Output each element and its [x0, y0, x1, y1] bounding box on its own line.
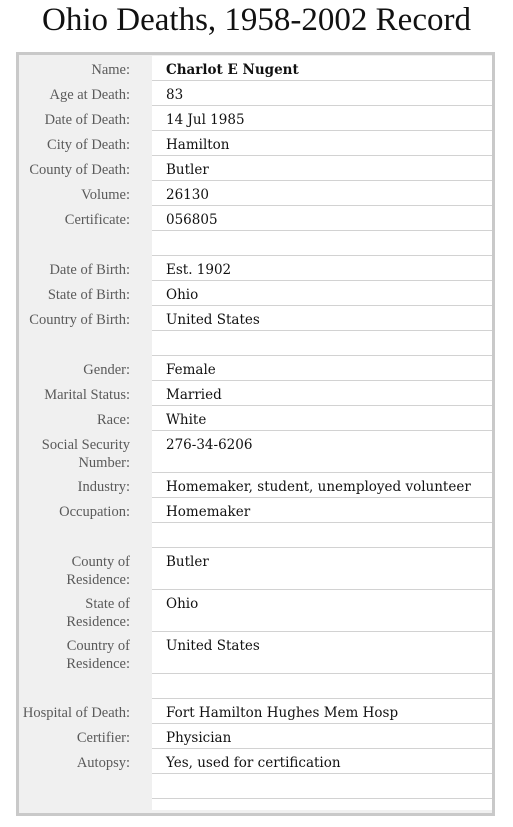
date-of-birth-label: Date of Birth: [49, 262, 130, 278]
certificate-label: Certificate: [64, 212, 130, 228]
age-at-death-label: Age at Death: [49, 87, 130, 103]
row-marital-status [44, 381, 492, 406]
marital-status-value: Married [166, 387, 222, 403]
city-of-death-value: Hamilton [166, 137, 230, 153]
row-county-of-death [29, 156, 492, 181]
county-of-death-value: Butler [166, 162, 209, 178]
county-of-residence-value: Butler [166, 554, 209, 570]
volume-label: Volume: [81, 187, 130, 203]
marital-status-label: Marital Status: [44, 387, 130, 403]
row-country-of-residence [66, 632, 492, 674]
row-state-of-birth [47, 281, 492, 306]
row-certificate [64, 206, 492, 231]
spacer-row [152, 774, 492, 799]
spacer-row [152, 231, 492, 256]
county-of-residence-label-line2: Residence: [66, 572, 130, 588]
row-name [91, 56, 492, 81]
date-of-death-label: Date of Death: [44, 112, 130, 128]
country-of-residence-label-line2: Residence: [66, 656, 130, 672]
volume-value: 26130 [166, 187, 209, 203]
spacer-row [152, 523, 492, 548]
race-value: White [166, 412, 207, 428]
industry-value: Homemaker, student, unemployed volunteer [166, 479, 471, 495]
row-state-of-residence [66, 590, 492, 632]
spacer-row [152, 331, 492, 356]
state-of-residence-label-line2: Residence: [66, 614, 130, 630]
record-title: Ohio Deaths, 1958-2002 Record [42, 2, 471, 38]
hospital-of-death-value: Fort Hamilton Hughes Mem Hosp [166, 705, 399, 721]
row-ssn [41, 431, 492, 473]
state-of-residence-value: Ohio [166, 596, 199, 612]
name-value: Charlot E Nugent [166, 62, 299, 78]
row-county-of-residence [66, 548, 492, 590]
race-label: Race: [96, 412, 130, 428]
county-of-residence-label-line1: County of [71, 554, 130, 570]
age-at-death-value: 83 [166, 87, 184, 103]
country-of-birth-label: Country of Birth: [29, 312, 130, 328]
industry-label: Industry: [77, 479, 130, 495]
row-industry [77, 473, 492, 498]
row-city-of-death [47, 131, 492, 156]
country-of-residence-label-line1: Country of [66, 638, 130, 654]
city-of-death-label: City of Death: [47, 137, 130, 153]
state-of-residence-label-line1: State of [85, 596, 130, 612]
country-of-birth-value: United States [166, 312, 260, 328]
county-of-death-label: County of Death: [29, 162, 130, 178]
row-country-of-birth [29, 306, 492, 331]
row-certifier [76, 724, 492, 749]
certificate-value: 056805 [166, 212, 218, 228]
row-date-of-death [44, 106, 492, 131]
certifier-value: Physician [166, 730, 232, 746]
record-table [22, 56, 492, 810]
name-label: Name: [91, 62, 130, 78]
spacer-row [152, 674, 492, 699]
row-occupation [59, 498, 492, 523]
autopsy-label: Autopsy: [76, 755, 130, 771]
row-volume [81, 181, 492, 206]
row-gender [83, 356, 492, 381]
state-of-birth-value: Ohio [166, 287, 199, 303]
date-of-birth-value: Est. 1902 [166, 262, 232, 278]
hospital-of-death-label: Hospital of Death: [22, 705, 130, 721]
gender-value: Female [166, 362, 216, 378]
row-autopsy [76, 749, 492, 774]
ssn-label-line1: Social Security [41, 437, 130, 453]
row-age-at-death [49, 81, 492, 106]
row-race [96, 406, 492, 431]
ssn-value: 276-34-6206 [166, 437, 253, 453]
ssn-label-line2: Number: [78, 455, 130, 471]
row-hospital-of-death [22, 699, 492, 724]
date-of-death-value: 14 Jul 1985 [166, 112, 245, 128]
certifier-label: Certifier: [76, 730, 130, 746]
autopsy-value: Yes, used for certification [166, 755, 341, 771]
country-of-residence-value: United States [166, 638, 260, 654]
occupation-label: Occupation: [59, 504, 130, 520]
state-of-birth-label: State of Birth: [47, 287, 130, 303]
gender-label: Gender: [83, 362, 130, 378]
occupation-value: Homemaker [166, 504, 251, 520]
row-date-of-birth [49, 256, 492, 281]
